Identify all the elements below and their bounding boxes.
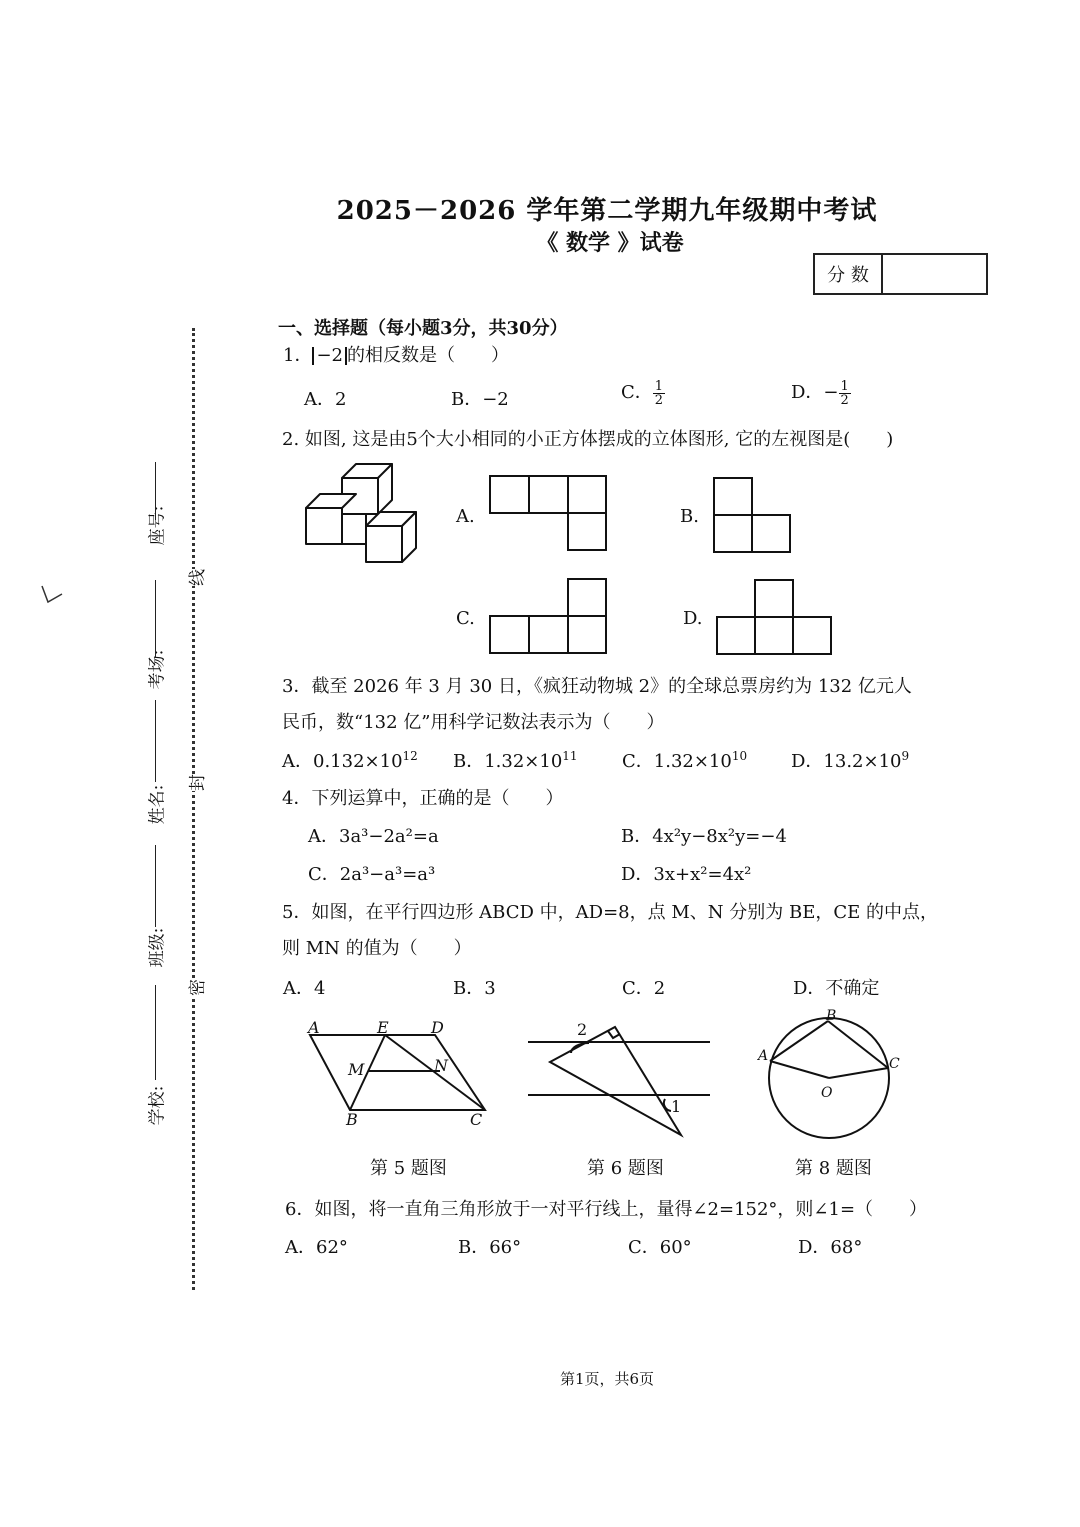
question-1 (283, 341, 509, 367)
question-5-line-2: 则 MN 的值为（ ） (282, 938, 472, 959)
fraction-denominator: 2 (840, 392, 849, 408)
q6-option-d[interactable]: D．68° (798, 1237, 863, 1258)
class-label: 班级: (147, 927, 168, 968)
question-4: 4．下列运算中，正确的是（ ） (282, 788, 564, 809)
figure-5-parallelogram (300, 1015, 500, 1130)
q6-option-c[interactable]: C．60° (628, 1237, 692, 1258)
q3-option-a-base: A．0.132×10 (282, 751, 403, 772)
check-mark-icon (38, 580, 68, 610)
section-heading: 一、选择题（每小题3分，共30分） (278, 318, 568, 339)
q1-option-c-label: C． (621, 382, 653, 403)
q3-option-c[interactable] (622, 747, 747, 773)
fraction-denominator: 2 (654, 392, 664, 408)
class-blank[interactable] (155, 845, 156, 927)
q3-option-b[interactable] (453, 747, 578, 773)
fraction-numerator: 1 (654, 378, 664, 394)
q2-option-c[interactable]: C. (456, 608, 475, 629)
q2-solid-figure (300, 456, 435, 571)
q3-option-c-base: C．1.32×10 (622, 751, 732, 772)
exam-title: 2025－2026 学年第二学期九年级期中考试 (336, 196, 878, 226)
fig8-label-a: A (758, 1048, 769, 1064)
q4-option-c[interactable]: C．2a³−a³=a³ (308, 864, 436, 885)
room-label: 考场: (147, 649, 168, 690)
q3-option-d-exponent: 9 (901, 749, 910, 763)
q4-option-b[interactable]: B．4x²y−8x²y=−4 (621, 826, 787, 847)
q1-option-c-fraction (653, 380, 665, 407)
name-blank[interactable] (155, 700, 156, 782)
fig5-label-m: M (348, 1060, 365, 1079)
q2-option-d[interactable]: D. (683, 608, 703, 629)
score-label: 分 数 (815, 255, 883, 293)
fig5-label-n: N (434, 1056, 448, 1075)
q1-option-d[interactable] (791, 378, 851, 407)
figure-6-parallel-lines (525, 1015, 715, 1140)
name-label: 姓名: (147, 784, 168, 825)
fig8-label-c: C (889, 1056, 900, 1072)
question-2: 2. 如图, 这是由5个大小相同的小正方体摆成的立体图形, 它的左视图是( ) (282, 429, 894, 450)
fraction-numerator: 1 (840, 378, 849, 394)
fig8-label-o: O (821, 1085, 833, 1101)
q2-option-a[interactable]: A. (456, 506, 475, 527)
q1-option-b[interactable]: B．−2 (451, 389, 509, 410)
q3-option-a-exponent: 12 (402, 749, 418, 763)
q2-option-d-figure[interactable] (715, 578, 833, 656)
q1-abs-value: −2 (312, 347, 347, 365)
fig8-label-b: B (826, 1008, 837, 1024)
school-label: 学校: (147, 1085, 168, 1126)
fig6-angle-1-label: 1 (671, 1097, 682, 1116)
seal-marker: 封 (183, 774, 208, 791)
q5-option-d[interactable]: D．不确定 (793, 978, 880, 999)
fig6-angle-2-label: 2 (577, 1020, 588, 1039)
figure-6-caption: 第 6 题图 (587, 1158, 664, 1179)
exam-subtitle: 《 数学 》试卷 (536, 230, 684, 256)
q3-option-d[interactable] (791, 747, 909, 773)
q1-option-d-label: D．− (791, 382, 839, 403)
q2-option-a-figure[interactable] (488, 474, 610, 552)
figure-5-caption: 第 5 题图 (370, 1158, 447, 1179)
q3-option-c-exponent: 10 (731, 749, 748, 763)
fig5-label-a: A (308, 1018, 320, 1037)
fig5-label-b: B (346, 1110, 358, 1129)
q1-option-a[interactable]: A．2 (304, 389, 347, 410)
school-blank[interactable] (155, 985, 156, 1080)
seat-blank[interactable] (155, 462, 156, 520)
q5-option-b[interactable]: B．3 (453, 978, 496, 999)
score-field[interactable] (883, 255, 986, 293)
q2-option-b-figure[interactable] (712, 476, 794, 554)
question-6: 6．如图，将一直角三角形放于一对平行线上，量得∠2=152°，则∠1=（ ） (285, 1199, 928, 1220)
score-box (813, 253, 988, 295)
line-marker: 线 (183, 569, 208, 586)
q3-option-d-base: D．13.2×10 (791, 751, 902, 772)
q5-option-c[interactable]: C．2 (622, 978, 666, 999)
question-3-line-1: 3．截至 2026 年 3 月 30 日，《疯狂动物城 2》的全球总票房约为 132 亿元人 (282, 676, 912, 697)
fig5-label-d: D (431, 1018, 444, 1037)
q3-option-a[interactable] (282, 747, 418, 773)
q2-option-b[interactable]: B. (680, 506, 699, 527)
room-blank[interactable] (155, 580, 156, 658)
seat-label: 座号: (147, 505, 168, 546)
fig5-label-c: C (470, 1110, 483, 1129)
q3-option-b-exponent: 11 (562, 749, 578, 763)
q4-option-a[interactable]: A．3a³−2a²=a (308, 826, 439, 847)
q6-option-b[interactable]: B．66° (458, 1237, 522, 1258)
binding-dotted-line (192, 328, 195, 1290)
q4-option-d[interactable]: D．3x+x²=4x² (621, 864, 752, 885)
question-5-line-1: 5．如图，在平行四边形 ABCD 中，AD=8，点 M、N 分别为 BE，CE 的中点， (282, 902, 938, 923)
q1-option-d-fraction (839, 380, 851, 407)
page-number: 第1页，共6页 (559, 1370, 655, 1388)
q2-option-c-figure[interactable] (488, 577, 610, 655)
q1-number: 1． (283, 345, 313, 366)
q1-option-c[interactable] (621, 378, 665, 407)
figure-8-circle (757, 1008, 907, 1148)
secret-marker: 密 (183, 979, 208, 996)
question-3-line-2: 民币，数“132 亿”用科学记数法表示为（ ） (282, 712, 665, 733)
q6-option-a[interactable]: A．62° (285, 1237, 348, 1258)
q3-option-b-base: B．1.32×10 (453, 751, 563, 772)
figure-8-caption: 第 8 题图 (795, 1158, 872, 1179)
q1-text: 的相反数是（ ） (347, 345, 509, 366)
fig5-label-e: E (377, 1018, 389, 1037)
q5-option-a[interactable]: A．4 (283, 978, 326, 999)
